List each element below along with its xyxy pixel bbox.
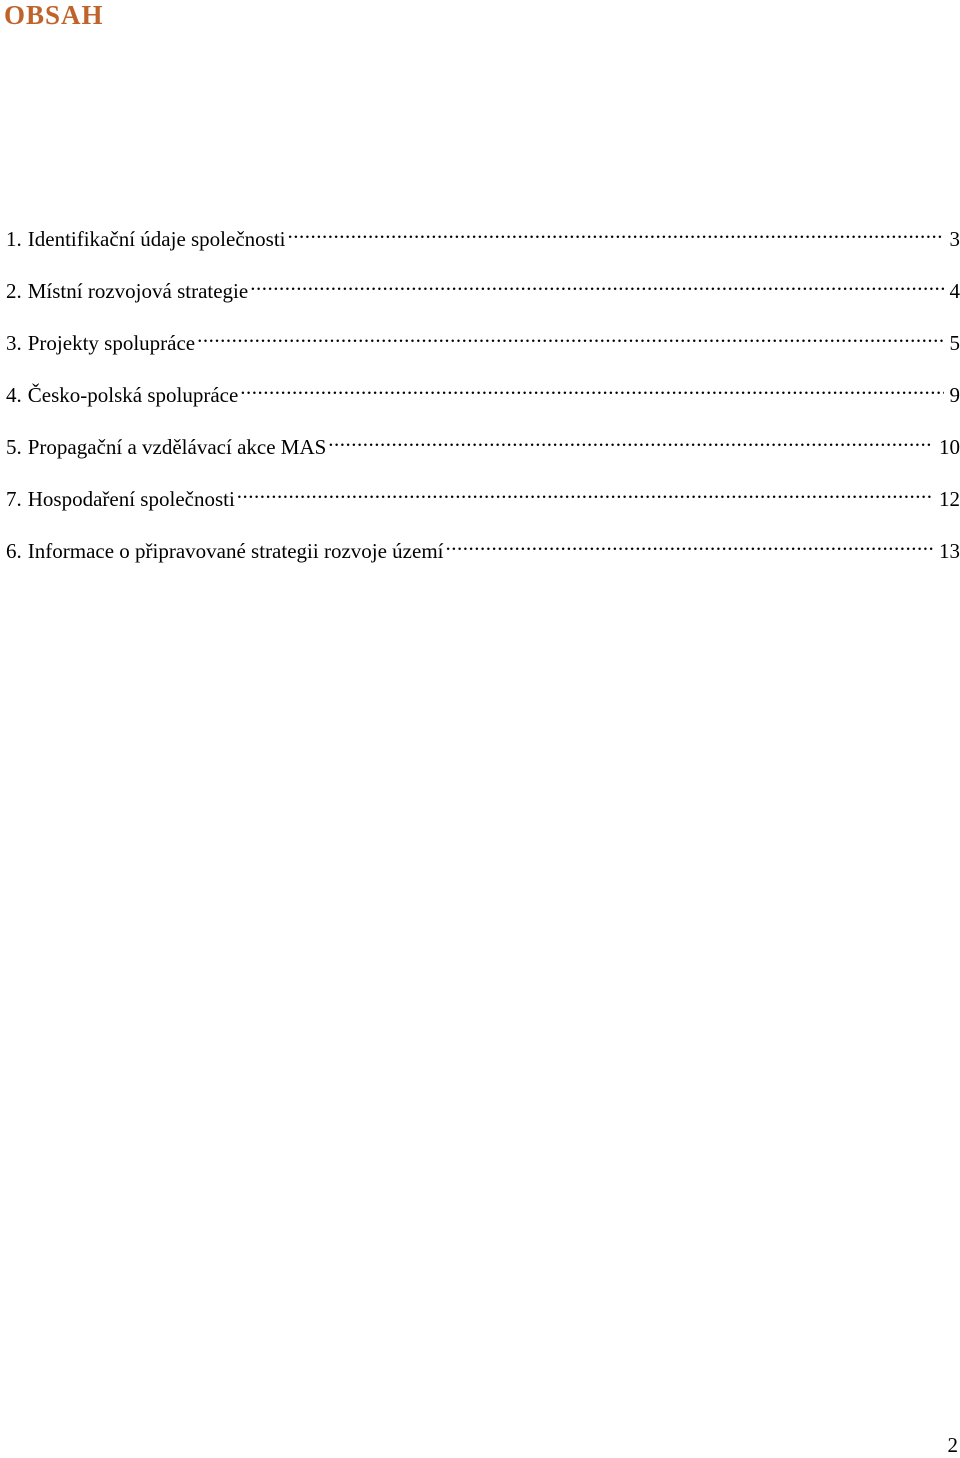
toc-dot-leader [240,372,943,402]
toc-entry[interactable] [6,528,960,580]
table-of-contents [6,216,960,580]
page-number: 2 [947,1433,958,1457]
toc-entry-title: Místní rozvojová strategie [27,279,249,303]
toc-entry-page: 3 [949,227,960,251]
toc-entry-number: 2. [6,279,22,303]
toc-entry-number: 6. [6,539,22,563]
toc-entry-title: Česko-polská spolupráce [27,383,239,407]
toc-entry-page: 9 [949,383,960,407]
toc-entry-page: 5 [949,331,960,355]
toc-entry-page: 10 [939,435,960,459]
toc-entry-title: Propagační a vzdělávací akce MAS [27,435,327,459]
toc-entry[interactable] [6,320,960,372]
toc-entry-title: Identifikační údaje společnosti [27,227,286,251]
toc-dot-leader [288,216,944,246]
toc-entry[interactable] [6,268,960,320]
toc-entry-number: 4. [6,383,22,407]
toc-heading: OBSAH [4,0,104,30]
toc-entry-number: 1. [6,227,22,251]
toc-entry-title: Projekty spolupráce [27,331,196,355]
toc-entry[interactable] [6,216,960,268]
toc-entry-title: Hospodaření společnosti [27,487,235,511]
toc-entry-number: 7. [6,487,22,511]
toc-entry-page: 12 [939,487,960,511]
toc-entry[interactable] [6,372,960,424]
toc-dot-leader [250,268,943,298]
toc-entry[interactable] [6,476,960,528]
toc-entry-title: Informace o připravované strategii rozvoje území [27,539,444,563]
toc-dot-leader [237,476,933,506]
toc-entry[interactable] [6,424,960,476]
toc-dot-leader [197,320,943,350]
toc-entry-page: 13 [939,539,960,563]
toc-entry-number: 3. [6,331,22,355]
toc-entry-number: 5. [6,435,22,459]
toc-dot-leader [445,528,933,558]
toc-dot-leader [328,424,933,454]
toc-entry-page: 4 [949,279,960,303]
